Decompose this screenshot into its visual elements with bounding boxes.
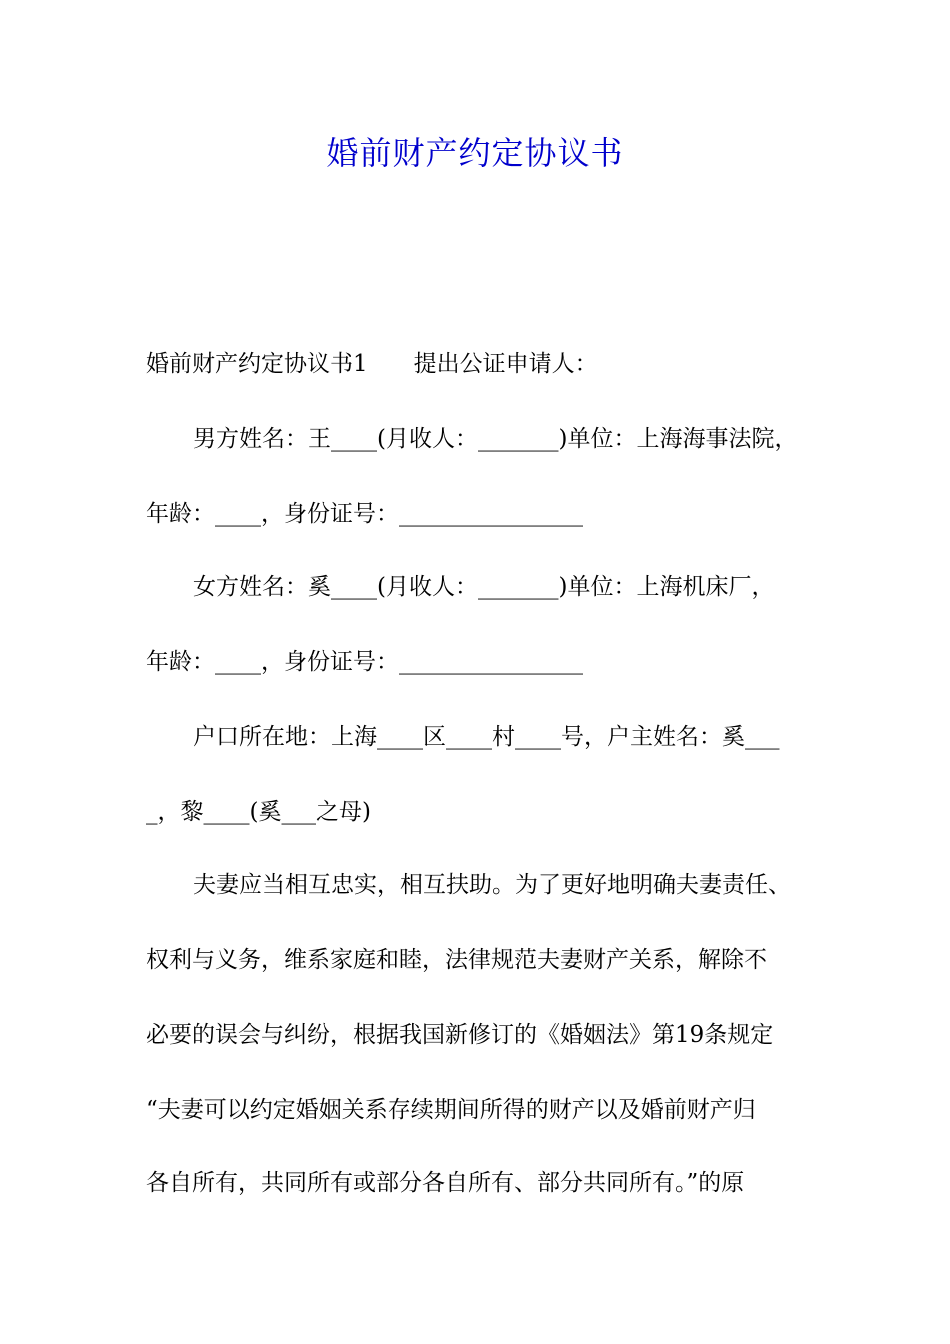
text-line-male-name: 男方姓名：王____(月收人：_______)单位：上海海事法院， (193, 426, 798, 452)
applicant-label: 提出公证申请人： (413, 351, 598, 377)
text-line-household: 户口所在地：上海____区____村____号，户主姓名：奚___ (193, 724, 780, 750)
text-line-household-cont: _，黎____(奚___之母) (146, 799, 371, 825)
document-title: 婚前财产约定协议书 (326, 134, 624, 172)
text-line-female-age: 年龄：____，身份证号：________________ (146, 649, 583, 675)
text-line-paragraph-1: 夫妻应当相互忠实，相互扶助。为了更好地明确夫妻责任、 (193, 872, 791, 898)
text-line-male-age: 年龄：____，身份证号：________________ (146, 501, 583, 527)
text-line-paragraph-3: 必要的误会与纠纷，根据我国新修订的《婚姻法》第19条规定 (146, 1022, 774, 1048)
text-line-paragraph-4: “夫妻可以约定婚姻关系存续期间所得的财产以及婚前财产归 (146, 1097, 756, 1123)
text-line-paragraph-5: 各自所有，共同所有或部分各自所有、部分共同所有。”的原 (146, 1170, 745, 1196)
text-line-heading (146, 345, 598, 378)
text-line-female-name: 女方姓名：奚____(月收人：_______)单位：上海机床厂， (193, 574, 775, 600)
agreement-number: 婚前财产约定协议书1 (146, 351, 368, 377)
text-line-paragraph-2: 权利与义务，维系家庭和睦，法律规范夫妻财产关系，解除不 (146, 947, 767, 973)
